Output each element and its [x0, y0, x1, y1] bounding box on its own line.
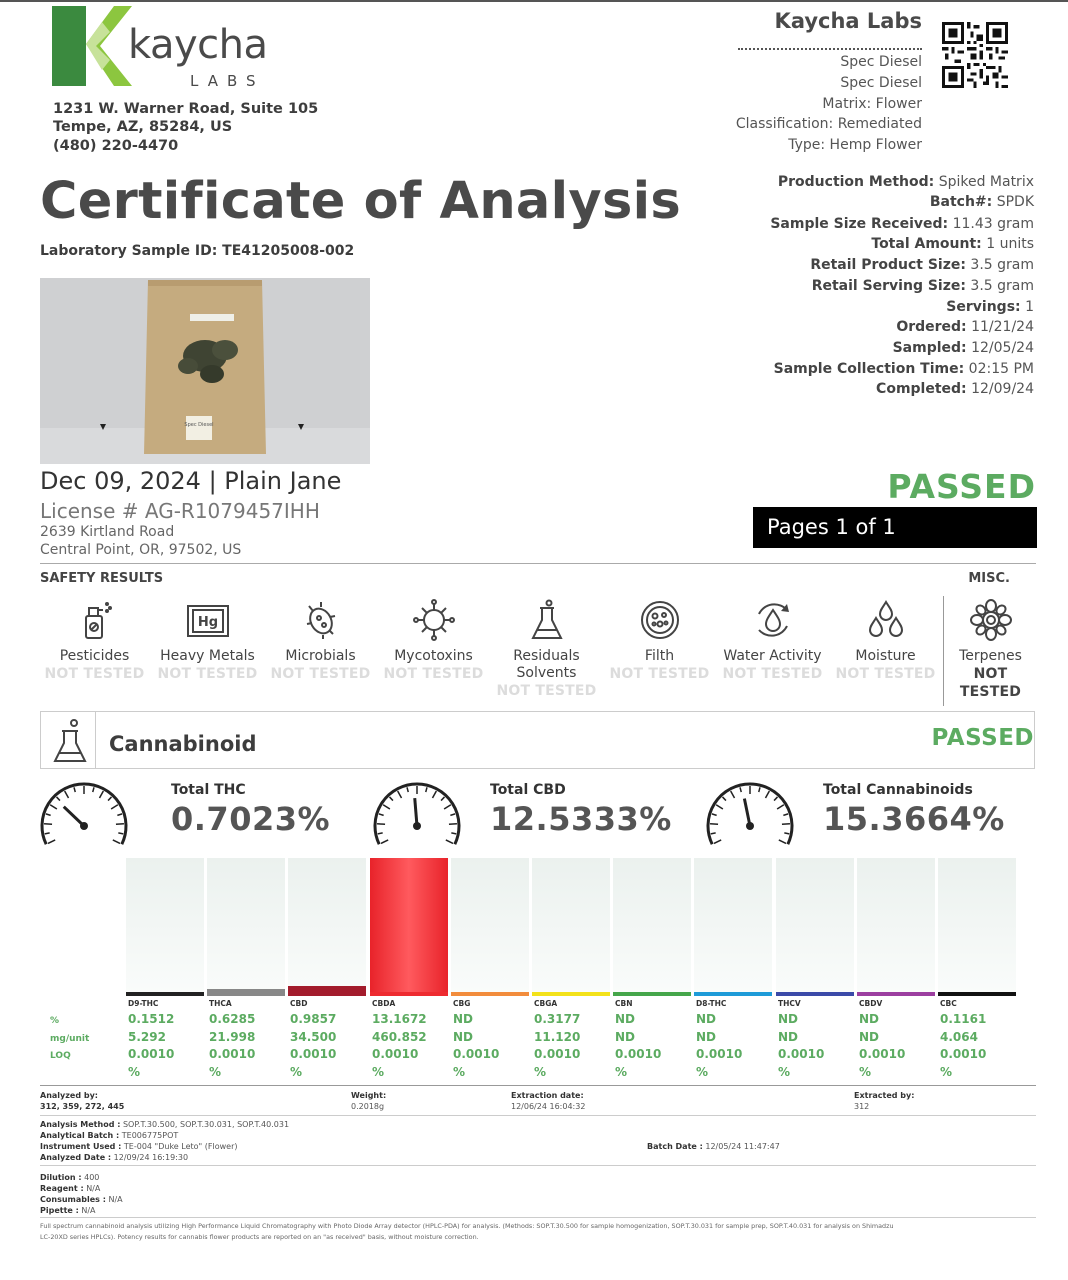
- value-unit: %: [534, 1065, 547, 1079]
- bar-baseline-cbd: [288, 992, 366, 996]
- column-name: CBGA: [534, 999, 558, 1008]
- strain-name: Spec Diesel: [840, 75, 922, 91]
- safety-status: NOT TESTED: [609, 666, 710, 682]
- value-pct: ND: [696, 1012, 717, 1026]
- value-mg: ND: [778, 1030, 799, 1044]
- product-name: Spec Diesel: [840, 54, 922, 70]
- analyzed-by: Analyzed by: 312, 359, 272, 445: [40, 1091, 125, 1111]
- value-pct: 0.3177: [534, 1012, 581, 1026]
- value-loq: 0.0010: [209, 1047, 256, 1061]
- total-cbd-value: 12.5333%: [490, 800, 672, 838]
- value-unit: %: [859, 1065, 872, 1079]
- ordered-date: Ordered: 11/21/24: [896, 319, 1034, 335]
- misc-status: NOT TESTED: [959, 666, 1022, 700]
- value-loq: 0.0010: [372, 1047, 419, 1061]
- safety-status: NOT TESTED: [835, 666, 936, 682]
- value-mg: 11.120: [534, 1030, 581, 1044]
- column-name: CBG: [453, 999, 471, 1008]
- column-name: D8-THC: [696, 999, 727, 1008]
- bar-baseline-cbga: [532, 992, 610, 996]
- value-pct: ND: [615, 1012, 636, 1026]
- lab-phone: (480) 220-4470: [53, 138, 179, 154]
- total-thc-label: Total THC: [171, 782, 246, 798]
- value-pct: ND: [778, 1012, 799, 1026]
- client-address-line1: 2639 Kirtland Road: [40, 524, 175, 540]
- batch-date: Batch Date : 12/05/24 11:47:47: [647, 1142, 780, 1151]
- retail-product-size: Retail Product Size: 3.5 gram: [810, 257, 1034, 273]
- bar-baseline-cbn: [613, 992, 691, 996]
- bar-baseline-cbda: [370, 992, 448, 996]
- safety-status: NOT TESTED: [383, 666, 484, 682]
- value-mg: 34.500: [290, 1030, 337, 1044]
- client-date-name: Dec 09, 2024 | Plain Jane: [40, 467, 342, 495]
- column-name: THCA: [209, 999, 232, 1008]
- safety-name: Mycotoxins: [394, 648, 473, 664]
- bar-background: [451, 858, 529, 996]
- analysis-method: Analysis Method : SOP.T.30.500, SOP.T.30.031, SOP.T.40.031: [40, 1120, 290, 1129]
- safety-results-heading: SAFETY RESULTS: [40, 571, 164, 586]
- bar-background: [694, 858, 772, 996]
- cannabinoid-status-badge: PASSED: [931, 725, 1034, 751]
- page-title: Certificate of Analysis: [40, 172, 682, 231]
- value-mg: ND: [696, 1030, 717, 1044]
- column-name: THCV: [778, 999, 801, 1008]
- value-loq: 0.0010: [940, 1047, 987, 1061]
- value-mg: ND: [453, 1030, 474, 1044]
- bar-baseline-cbdv: [857, 992, 935, 996]
- value-pct: 0.1161: [940, 1012, 987, 1026]
- value-unit: %: [453, 1065, 466, 1079]
- safety-status: NOT TESTED: [722, 666, 823, 682]
- retail-serving-size: Retail Serving Size: 3.5 gram: [811, 278, 1034, 294]
- value-mg: 5.292: [128, 1030, 166, 1044]
- total-amount: Total Amount: 1 units: [871, 236, 1034, 252]
- row-label-loq: LOQ: [50, 1051, 71, 1061]
- safety-name: Microbials: [285, 648, 356, 664]
- svg-text:Hg: Hg: [197, 615, 218, 630]
- value-loq: 0.0010: [615, 1047, 662, 1061]
- value-mg: 460.852: [372, 1030, 427, 1044]
- value-loq: 0.0010: [128, 1047, 175, 1061]
- footer-divider: [40, 1217, 1036, 1218]
- column-name: CBN: [615, 999, 633, 1008]
- sample-id: Laboratory Sample ID: TE41205008-002: [40, 243, 355, 259]
- client-license: License # AG-R1079457IHH: [40, 499, 320, 523]
- bar-background: [532, 858, 610, 996]
- safety-status: NOT TESTED: [157, 666, 258, 682]
- value-mg: ND: [615, 1030, 636, 1044]
- method-note-line2: LC-20XD series HPLCs). Potency results for cannabis flower products are reported on an "as received" basis, without moisture correction.: [40, 1233, 479, 1241]
- instrument-used: Instrument Used : TE-004 "Duke Leto" (Flower): [40, 1142, 238, 1151]
- value-pct: ND: [859, 1012, 880, 1026]
- footer-divider: [40, 1165, 1036, 1166]
- value-unit: %: [940, 1065, 953, 1079]
- column-name: CBD: [290, 999, 308, 1008]
- row-label-mg: mg/unit: [50, 1034, 90, 1044]
- column-name: CBC: [940, 999, 957, 1008]
- value-loq: 0.0010: [778, 1047, 825, 1061]
- safety-name: Moisture: [855, 648, 916, 664]
- safety-status: NOT TESTED: [44, 666, 145, 682]
- value-unit: %: [209, 1065, 222, 1079]
- dilution: Dilution : 400: [40, 1173, 100, 1182]
- consumables: Consumables : N/A: [40, 1195, 123, 1204]
- value-pct: ND: [453, 1012, 474, 1026]
- cannabinoid-title: Cannabinoid: [109, 732, 257, 756]
- bar-cbda: [370, 858, 448, 996]
- extracted-by: Extracted by: 312: [854, 1091, 915, 1111]
- product-type: Type: Hemp Flower: [788, 137, 922, 153]
- lab-address-line1: 1231 W. Warner Road, Suite 105: [53, 101, 319, 117]
- column-name: CBDV: [859, 999, 883, 1008]
- lab-address-line2: Tempe, AZ, 85284, US: [53, 119, 233, 135]
- page-count: Pages 1 of 1: [753, 507, 1037, 548]
- bar-baseline-thca: [207, 992, 285, 996]
- value-mg: 4.064: [940, 1030, 978, 1044]
- bar-background: [938, 858, 1016, 996]
- column-name: D9-THC: [128, 999, 159, 1008]
- safety-name: Filth: [644, 648, 675, 664]
- bar-baseline-cbg: [451, 992, 529, 996]
- safety-name: Heavy Metals: [160, 648, 255, 664]
- value-mg: ND: [859, 1030, 880, 1044]
- servings: Servings: 1: [946, 299, 1034, 315]
- row-label-pct: %: [50, 1016, 60, 1026]
- footer-divider: [40, 1115, 1036, 1116]
- value-loq: 0.0010: [290, 1047, 337, 1061]
- value-unit: %: [778, 1065, 791, 1079]
- lab-name: Kaycha Labs: [774, 9, 922, 33]
- collection-time: Sample Collection Time: 02:15 PM: [773, 361, 1034, 377]
- weight: Weight: 0.2018g: [351, 1091, 387, 1111]
- total-cannabinoids-label: Total Cannabinoids: [823, 782, 973, 798]
- misc-name: Terpenes: [959, 648, 1022, 664]
- value-pct: 0.1512: [128, 1012, 175, 1026]
- value-pct: 0.9857: [290, 1012, 337, 1026]
- bag-label-text: Spec Diesel: [184, 422, 214, 428]
- matrix: Matrix: Flower: [822, 96, 922, 112]
- bar-baseline-d9-thc: [126, 992, 204, 996]
- bar-baseline-d8-thc: [694, 992, 772, 996]
- sampled-date: Sampled: 12/05/24: [892, 340, 1034, 356]
- classification: Classification: Remediated: [735, 116, 922, 132]
- safety-name: Residuals Solvents: [513, 648, 580, 681]
- brand-sub: LABS: [190, 72, 265, 90]
- safety-name: Water Activity: [723, 648, 822, 664]
- footer-divider: [40, 1085, 1036, 1086]
- value-unit: %: [128, 1065, 141, 1079]
- bar-baseline-thcv: [776, 992, 854, 996]
- bar-background: [613, 858, 691, 996]
- value-loq: 0.0010: [696, 1047, 743, 1061]
- bar-baseline-cbc: [938, 992, 1016, 996]
- value-loq: 0.0010: [534, 1047, 581, 1061]
- bar-background: [776, 858, 854, 996]
- extraction-date: Extraction date: 12/06/24 16:04:32: [511, 1091, 586, 1111]
- misc-heading: MISC.: [968, 571, 1010, 586]
- column-name: CBDA: [372, 999, 396, 1008]
- value-pct: 13.1672: [372, 1012, 427, 1026]
- bar-background: [288, 858, 366, 996]
- safety-status: NOT TESTED: [270, 666, 371, 682]
- overall-status-badge: PASSED: [887, 467, 1036, 506]
- analyzed-date: Analyzed Date : 12/09/24 16:19:30: [40, 1153, 189, 1162]
- pipette: Pipette : N/A: [40, 1206, 96, 1215]
- total-thc-value: 0.7023%: [171, 800, 331, 838]
- brand-wordmark: kaycha: [128, 22, 268, 68]
- bar-background: [126, 858, 204, 996]
- value-loq: 0.0010: [453, 1047, 500, 1061]
- client-address-line2: Central Point, OR, 97502, US: [40, 542, 242, 558]
- total-cannabinoids-value: 15.3664%: [823, 800, 1005, 838]
- value-unit: %: [615, 1065, 628, 1079]
- value-unit: %: [290, 1065, 303, 1079]
- value-pct: 0.6285: [209, 1012, 256, 1026]
- sample-size: Sample Size Received: 11.43 gram: [770, 216, 1034, 232]
- production-method: Production Method: Spiked Matrix: [777, 174, 1034, 190]
- reagent: Reagent : N/A: [40, 1184, 101, 1193]
- bar-background: [857, 858, 935, 996]
- analytical-batch: Analytical Batch : TE006775POT: [40, 1131, 179, 1140]
- completed-date: Completed: 12/09/24: [876, 381, 1034, 397]
- value-loq: 0.0010: [859, 1047, 906, 1061]
- bar-background: [207, 858, 285, 996]
- safety-name: Pesticides: [59, 648, 130, 664]
- value-mg: 21.998: [209, 1030, 256, 1044]
- total-cbd-label: Total CBD: [490, 782, 566, 798]
- method-note-line1: Full spectrum cannabinoid analysis utilizing High Performance Liquid Chromatography with Photo Diode Array detector (HPLC-PDA) for analysis. (Methods: SOP.T.30.500 for sample homogenization, SOP.T.30.031 for sample prep, SOP.T.40.031 for analysis on Shimadzu: [40, 1222, 894, 1230]
- value-unit: %: [696, 1065, 709, 1079]
- value-unit: %: [372, 1065, 385, 1079]
- safety-status: NOT TESTED: [496, 683, 597, 699]
- batch-number: Batch#: SPDK: [929, 194, 1034, 210]
